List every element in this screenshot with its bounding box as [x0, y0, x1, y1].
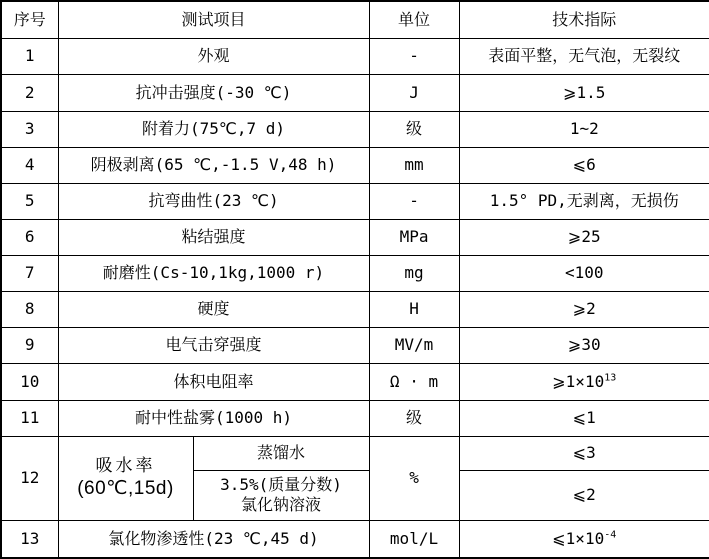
cell-value: ⩾1.5 — [459, 74, 709, 111]
cell-no: 4 — [1, 147, 58, 183]
table-row — [1, 400, 709, 436]
cell-value — [459, 363, 709, 400]
cell-item-absorption — [58, 436, 193, 520]
cell-no: 1 — [1, 38, 58, 74]
cell-value: ⩾2 — [459, 291, 709, 327]
cell-no: 13 — [1, 520, 58, 558]
table-row — [1, 183, 709, 219]
cell-unit: 级 — [369, 111, 459, 147]
absorption-condition: (60℃,15d) — [77, 477, 174, 499]
cell-unit: 级 — [369, 400, 459, 436]
cell-item: 耐磨性(Cs-10,1kg,1000 r) — [58, 255, 369, 291]
cell-no: 11 — [1, 400, 58, 436]
cell-value: 表面平整，无气泡，无裂纹 — [459, 38, 709, 74]
cell-value: ⩽3 — [459, 436, 709, 470]
cell-unit: mg — [369, 255, 459, 291]
cell-value: ⩽1 — [459, 400, 709, 436]
cell-no: 5 — [1, 183, 58, 219]
cell-item: 抗弯曲性(23 ℃) — [58, 183, 369, 219]
cell-unit: Ω · m — [369, 363, 459, 400]
cell-no: 10 — [1, 363, 58, 400]
table-row-12a — [1, 436, 709, 470]
cell-unit: - — [369, 38, 459, 74]
cell-value: <100 — [459, 255, 709, 291]
header-no: 序号 — [1, 1, 58, 38]
cell-item: 抗冲击强度(-30 ℃) — [58, 74, 369, 111]
nacl-line1: 3.5%(质量分数) — [220, 475, 342, 494]
cell-item: 耐中性盐雾(1000 h) — [58, 400, 369, 436]
cell-value: 1.5° PD,无剥离，无损伤 — [459, 183, 709, 219]
header-unit: 单位 — [369, 1, 459, 38]
cell-unit: % — [369, 436, 459, 520]
cell-value: ⩽6 — [459, 147, 709, 183]
cell-no: 9 — [1, 327, 58, 363]
table-row — [1, 327, 709, 363]
table-row — [1, 363, 709, 400]
cell-no: 7 — [1, 255, 58, 291]
cell-no: 6 — [1, 219, 58, 255]
table-row — [1, 291, 709, 327]
cell-no: 3 — [1, 111, 58, 147]
table-row — [1, 520, 709, 558]
table-row — [1, 111, 709, 147]
cell-item: 粘结强度 — [58, 219, 369, 255]
value-base: ⩾1×10 — [552, 371, 605, 391]
table-row — [1, 38, 709, 74]
cell-no: 2 — [1, 74, 58, 111]
value-exponent: 13 — [604, 372, 617, 384]
cell-value: 1~2 — [459, 111, 709, 147]
cell-value: ⩾25 — [459, 219, 709, 255]
cell-unit: mol/L — [369, 520, 459, 558]
cell-item: 氯化物渗透性(23 ℃,45 d) — [58, 520, 369, 558]
nacl-line2: 氯化钠溶液 — [241, 495, 322, 514]
cell-item: 电气击穿强度 — [58, 327, 369, 363]
table-row — [1, 147, 709, 183]
absorption-label: 吸水率 — [95, 455, 156, 476]
cell-item: 体积电阻率 — [58, 363, 369, 400]
cell-no: 12 — [1, 436, 58, 520]
cell-item: 附着力(75℃,7 d) — [58, 111, 369, 147]
value-exponent: -4 — [604, 529, 617, 541]
cell-value: ⩾30 — [459, 327, 709, 363]
header-spec: 技术指际 — [459, 1, 709, 38]
cell-unit: MV/m — [369, 327, 459, 363]
cell-item: 外观 — [58, 38, 369, 74]
table-row — [1, 219, 709, 255]
cell-no: 8 — [1, 291, 58, 327]
cell-unit: - — [369, 183, 459, 219]
table-row — [1, 255, 709, 291]
header-item: 测试项目 — [58, 1, 369, 38]
cell-unit: MPa — [369, 219, 459, 255]
cell-value — [459, 520, 709, 558]
value-base: ⩽1×10 — [552, 528, 605, 548]
cell-unit: H — [369, 291, 459, 327]
cell-unit: mm — [369, 147, 459, 183]
cell-item: 阴极剥离(65 ℃,-1.5 V,48 h) — [58, 147, 369, 183]
cell-subitem-nacl-solution — [193, 470, 369, 520]
cell-value: ⩽2 — [459, 470, 709, 520]
cell-subitem-distilled-water: 蒸馏水 — [193, 436, 369, 470]
cell-item: 硬度 — [58, 291, 369, 327]
table-row — [1, 74, 709, 111]
cell-unit: J — [369, 74, 459, 111]
header-row — [1, 1, 709, 38]
